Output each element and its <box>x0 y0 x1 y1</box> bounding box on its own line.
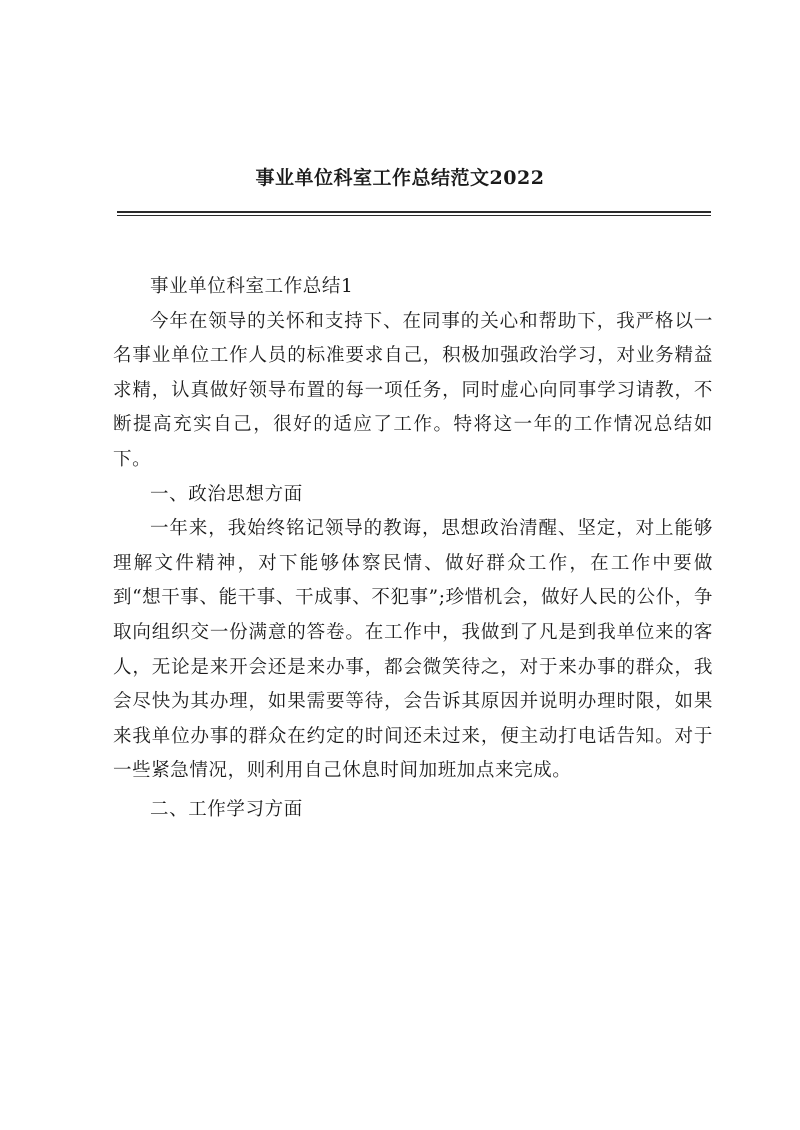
section-subtitle: 事业单位科室工作总结1 <box>150 276 354 297</box>
intro-paragraph: 今年在领导的关怀和支持下、在同事的关心和帮助下，我严格以一名事业单位工作人员的标准要求自己，积极加强政治学习，对业务精益求精，认真做好领导布置的每一项任务，同时虚心向同事学习请教，不断提高充实自己，很好的适应了工作。特将这一年的工作情况总结如下。 <box>113 310 713 470</box>
title-divider-thin <box>117 215 711 216</box>
title-divider-thick <box>117 211 711 213</box>
section-heading-political: 一、政治思想方面 <box>150 483 303 505</box>
document-body <box>113 270 713 828</box>
political-paragraph: 一年来，我始终铭记领导的教诲，思想政治清醒、坚定，对上能够理解文件精神，对下能够体察民情、做好群众工作，在工作中要做到“想干事、能干事、干成事、不犯事”;珍惜机会，做好人民的公仆，争取向组织交一份满意的答卷。在工作中，我做到了凡是到我单位来的客人，无论是来开会还是来办事，都会微笑待之，对于来办事的群众，我会尽快为其办理，如果需要等待，会告诉其原因并说明办理时限，如果来我单位办事的群众在约定的时间还未过来，便主动打电话告知。对于一些紧急情况，则利用自己休息时间加班加点来完成。 <box>113 518 713 782</box>
document-title: 事业单位科室工作总结范文2022 <box>255 167 545 189</box>
section-heading-work-study: 二、工作学习方面 <box>150 798 303 820</box>
